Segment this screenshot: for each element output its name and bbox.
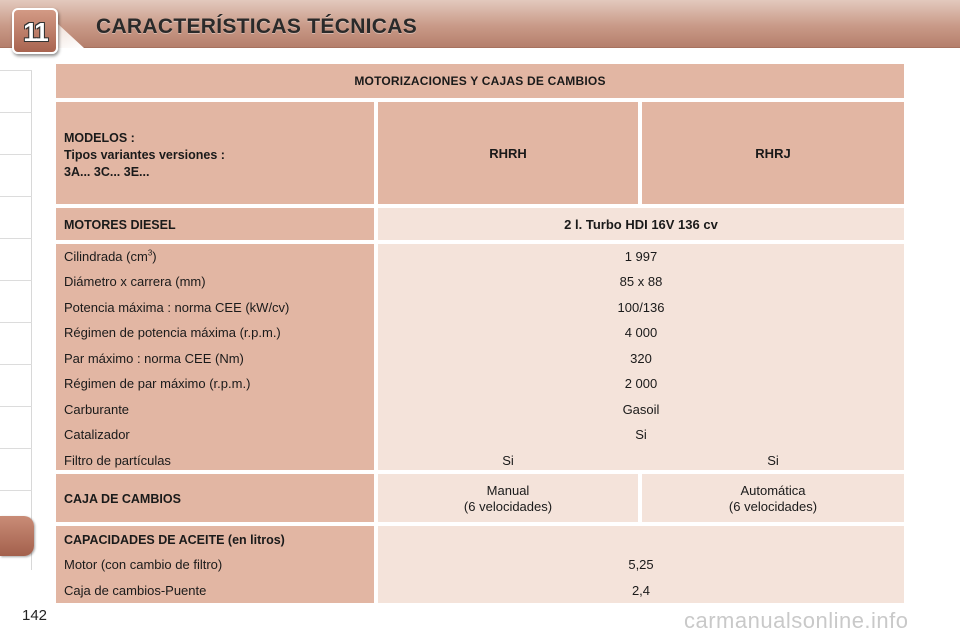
model-code-a: RHRH xyxy=(489,146,527,161)
watermark: carmanualsonline.info xyxy=(684,608,909,633)
gearbox-speeds-a: (6 velocidades) xyxy=(463,499,553,514)
spec-label: Catalizador xyxy=(64,427,130,442)
oil-row-label: Motor (con cambio de filtro) xyxy=(64,557,223,572)
engine-value: 2 l. Turbo HDI 16V 136 cv xyxy=(564,217,718,232)
spec-value: Si xyxy=(635,427,647,442)
gearbox-label: CAJA DE CAMBIOS xyxy=(64,492,181,506)
gearbox-speeds-b: (6 velocidades) xyxy=(728,499,818,514)
rail-divider xyxy=(0,490,32,491)
spec-value: 4 000 xyxy=(624,325,658,340)
models-label-line: Tipos variantes versiones : xyxy=(64,148,225,162)
oil-values-cell xyxy=(378,526,904,603)
spec-label-text-end: ) xyxy=(152,249,157,264)
page-title: CARACTERÍSTICAS TÉCNICAS xyxy=(96,15,418,38)
rail-divider xyxy=(0,448,32,449)
oil-section-label: CAPACIDADES DE ACEITE (en litros) xyxy=(64,533,285,547)
engine-value-cell xyxy=(378,208,904,240)
spec-value: 2 000 xyxy=(624,376,658,391)
spec-label-superscript: 3 xyxy=(147,248,153,258)
oil-labels-cell xyxy=(56,526,374,603)
model-code-b: RHRJ xyxy=(755,146,791,161)
engine-label-cell xyxy=(56,208,374,240)
spec-value-a: Si xyxy=(502,453,514,468)
spec-values-cell xyxy=(378,244,904,470)
spec-value: 1 997 xyxy=(624,249,658,264)
spec-value: 100/136 xyxy=(617,300,665,315)
model-cell-a xyxy=(378,102,638,204)
rail-divider xyxy=(0,406,32,407)
oil-row-value: 2,4 xyxy=(631,583,651,598)
spec-label: Potencia máxima : norma CEE (kW/cv) xyxy=(64,300,290,315)
spec-label: Régimen de par máximo (r.p.m.) xyxy=(64,376,251,391)
table-title: MOTORIZACIONES Y CAJAS DE CAMBIOS xyxy=(354,74,606,88)
models-label-line: MODELOS : xyxy=(64,131,135,145)
spec-value: 320 xyxy=(630,351,652,366)
rail-divider xyxy=(0,154,32,155)
spec-label: Filtro de partículas xyxy=(64,453,171,468)
oil-row-value: 5,25 xyxy=(628,557,654,572)
spec-value: Gasoil xyxy=(622,402,660,417)
rail-divider xyxy=(0,112,32,113)
spec-label: Carburante xyxy=(64,402,130,417)
spec-value: 85 x 88 xyxy=(619,274,663,289)
chapter-tab[interactable] xyxy=(12,8,58,54)
spec-label: Régimen de potencia máxima (r.p.m.) xyxy=(64,325,281,340)
page-number: 142 xyxy=(22,607,48,624)
table-title-bar xyxy=(56,64,904,98)
spec-label: Par máximo : norma CEE (Nm) xyxy=(64,351,244,366)
model-cell-b xyxy=(642,102,904,204)
gearbox-type-a: Manual xyxy=(486,483,530,498)
rail-divider xyxy=(0,364,32,365)
rail-divider xyxy=(0,322,32,323)
rail-divider xyxy=(0,196,32,197)
chapter-index-rail xyxy=(0,70,32,570)
chapter-index-active-tab[interactable] xyxy=(0,516,34,556)
gearbox-cell-a xyxy=(378,474,638,522)
spec-value-b: Si xyxy=(767,453,779,468)
gearbox-type-b: Automática xyxy=(740,483,806,498)
gearbox-label-cell xyxy=(56,474,374,522)
gearbox-cell-b xyxy=(642,474,904,522)
chapter-number: 11 xyxy=(23,17,47,47)
models-label-line: 3A... 3C... 3E... xyxy=(64,165,150,179)
spec-label xyxy=(64,249,157,265)
engine-label: MOTORES DIESEL xyxy=(64,218,176,232)
page-header xyxy=(0,0,960,48)
spec-labels-cell xyxy=(56,244,374,470)
spec-label: Diámetro x carrera (mm) xyxy=(64,274,206,289)
oil-row-label: Caja de cambios-Puente xyxy=(64,583,207,598)
models-label-cell xyxy=(56,102,374,204)
spec-label-text: Cilindrada (cm xyxy=(64,249,148,264)
rail-divider xyxy=(0,280,32,281)
rail-divider xyxy=(0,238,32,239)
rail-divider xyxy=(0,70,32,71)
